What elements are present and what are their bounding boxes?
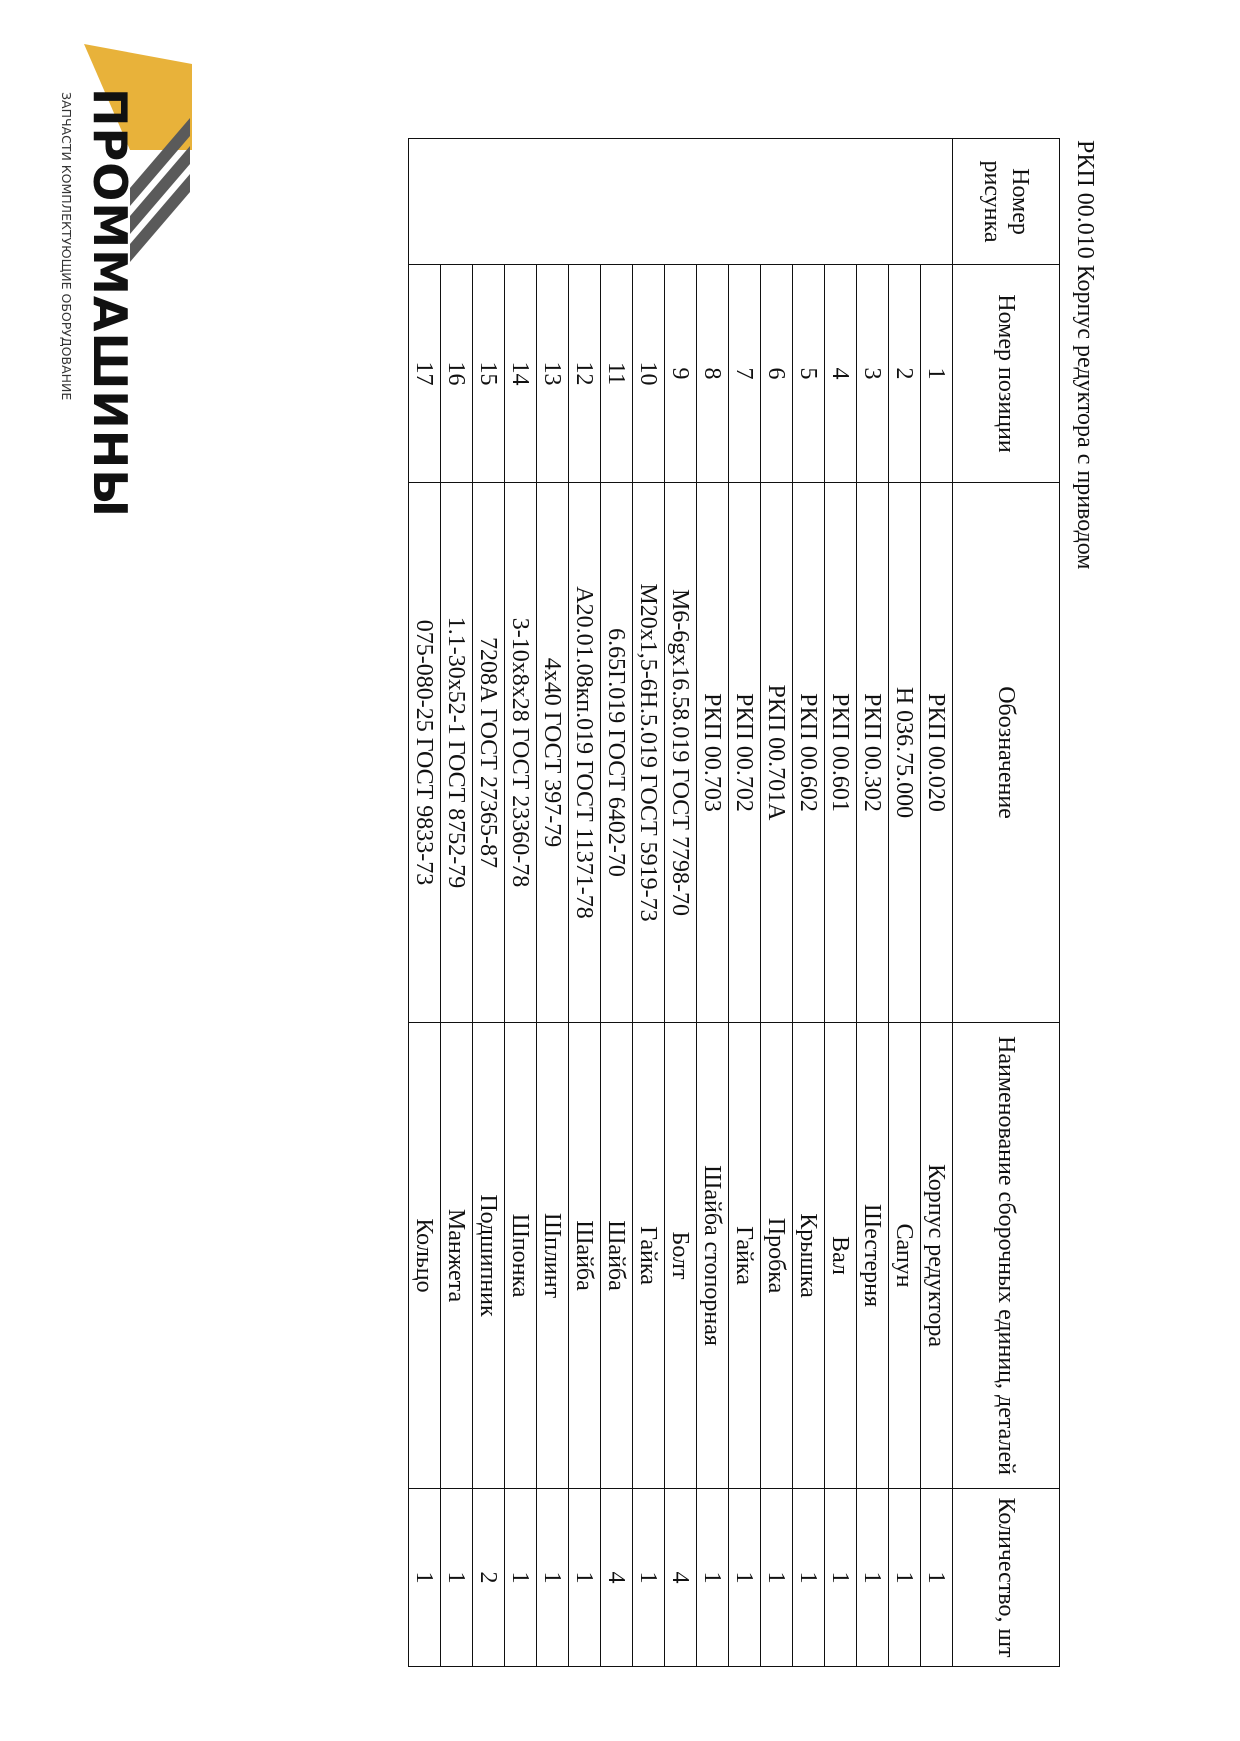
cell-position: 4 [825,265,857,483]
cell-designation: РКП 00.020 [921,483,953,1023]
table-row [537,139,569,1667]
table-body [409,139,953,1667]
cell-position: 11 [601,265,633,483]
cell-designation: РКП 00.602 [793,483,825,1023]
header-part-name: Наименование сборочных единиц, деталей [953,1023,1060,1489]
table-row [601,139,633,1667]
cell-position: 10 [633,265,665,483]
logo-tagline: ЗАПЧАСТИ КОМПЛЕКТУЮЩИЕ ОБОРУДОВАНИЕ [59,92,74,401]
table-row [473,139,505,1667]
header-designation: Обозначение [953,483,1060,1023]
cell-position: 16 [441,265,473,483]
cell-part-name: Шайба [569,1023,601,1489]
table-row [505,139,537,1667]
cell-designation: 6.65Г.019 ГОСТ 6402-70 [601,483,633,1023]
cell-quantity: 1 [857,1489,889,1667]
cell-quantity: 1 [889,1489,921,1667]
table-row [761,139,793,1667]
table-row [697,139,729,1667]
cell-quantity: 1 [505,1489,537,1667]
cell-designation: 075-080-25 ГОСТ 9833-73 [409,483,441,1023]
cell-position: 2 [889,265,921,483]
cell-designation: 3-10x8x28 ГОСТ 23360-78 [505,483,537,1023]
cell-position: 12 [569,265,601,483]
cell-designation: М6-6gx16.58.019 ГОСТ 7798-70 [665,483,697,1023]
cell-position: 17 [409,265,441,483]
cell-quantity: 1 [569,1489,601,1667]
cell-part-name: Сапун [889,1023,921,1489]
cell-position: 13 [537,265,569,483]
table-row [889,139,921,1667]
cell-quantity: 1 [409,1489,441,1667]
table-row [729,139,761,1667]
cell-quantity: 1 [921,1489,953,1667]
cell-designation: Н 036.75.000 [889,483,921,1023]
cell-designation: 1.1-30x52-1 ГОСТ 8752-79 [441,483,473,1023]
cell-part-name: Шпонка [505,1023,537,1489]
cell-quantity: 1 [537,1489,569,1667]
cell-position: 5 [793,265,825,483]
cell-part-name: Гайка [729,1023,761,1489]
cell-part-name: Крышка [793,1023,825,1489]
table-row [921,139,953,1667]
cell-quantity: 1 [441,1489,473,1667]
table-row [569,139,601,1667]
header-figure-number: Номер рисунка [953,139,1060,265]
header-quantity: Количество, шт [953,1489,1060,1667]
cell-position: 15 [473,265,505,483]
cell-quantity: 1 [825,1489,857,1667]
spec-table [408,138,1060,1667]
header-position-number: Номер позиции [953,265,1060,483]
cell-position: 8 [697,265,729,483]
cell-quantity: 1 [729,1489,761,1667]
table-header-row [953,139,1060,1667]
cell-part-name: Пробка [761,1023,793,1489]
cell-designation: РКП 00.701А [761,483,793,1023]
table-row [441,139,473,1667]
cell-part-name: Подшипник [473,1023,505,1489]
table-row [793,139,825,1667]
cell-quantity: 1 [697,1489,729,1667]
cell-quantity: 4 [665,1489,697,1667]
cell-quantity: 1 [793,1489,825,1667]
logo-wordmark: ПРОММАШИНЫ [83,88,137,518]
cell-designation: РКП 00.601 [825,483,857,1023]
cell-position: 9 [665,265,697,483]
cell-part-name: Шайба [601,1023,633,1489]
cell-part-name: Корпус редуктора [921,1023,953,1489]
cell-part-name: Манжета [441,1023,473,1489]
cell-quantity: 4 [601,1489,633,1667]
cell-designation: РКП 00.702 [729,483,761,1023]
cell-designation: 7208А ГОСТ 27365-87 [473,483,505,1023]
document-title: РКП 00.010 Корпус редуктора с приводом [1072,140,1098,570]
cell-designation: РКП 00.703 [697,483,729,1023]
cell-position: 3 [857,265,889,483]
cell-position: 7 [729,265,761,483]
cell-position: 14 [505,265,537,483]
cell-quantity: 1 [761,1489,793,1667]
cell-position: 6 [761,265,793,483]
figure-number-cell [409,139,953,265]
cell-part-name: Шплинт [537,1023,569,1489]
table-row [857,139,889,1667]
cell-part-name: Гайка [633,1023,665,1489]
table-row [665,139,697,1667]
spec-table-container [411,138,1060,1666]
cell-designation: А20.01.08кп.019 ГОСТ 11371-78 [569,483,601,1023]
cell-designation: РКП 00.302 [857,483,889,1023]
cell-part-name: Шайба стопорная [697,1023,729,1489]
table-row [409,139,441,1667]
cell-designation: 4x40 ГОСТ 397-79 [537,483,569,1023]
cell-part-name: Шестерня [857,1023,889,1489]
cell-quantity: 1 [633,1489,665,1667]
cell-designation: М20x1,5-6Н.5.019 ГОСТ 5919-73 [633,483,665,1023]
cell-part-name: Болт [665,1023,697,1489]
cell-position: 1 [921,265,953,483]
company-logo [0,0,220,518]
cell-part-name: Вал [825,1023,857,1489]
cell-part-name: Кольцо [409,1023,441,1489]
cell-quantity: 2 [473,1489,505,1667]
table-row [825,139,857,1667]
table-row [633,139,665,1667]
